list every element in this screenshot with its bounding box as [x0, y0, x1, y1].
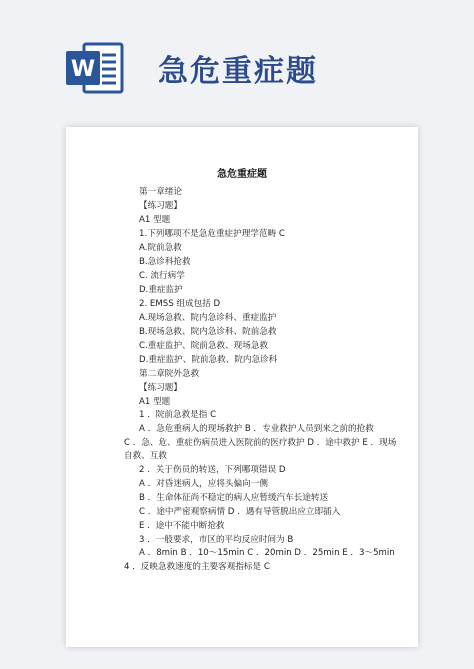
doc-line: D.重症监护、院前急救、院内急诊科 — [139, 355, 278, 365]
doc-line: 【练习题】 — [139, 201, 182, 211]
doc-line: C ．途中严密观察病情 D ．遇有导管脱出应立即插入 — [139, 507, 341, 517]
doc-line: A1 型题 — [139, 397, 171, 407]
doc-line: B.急诊科抢救 — [139, 257, 191, 267]
document-page — [66, 127, 418, 647]
doc-line: B ．生命体征尚不稳定的病人应暂缓汽车长途转送 — [139, 493, 329, 503]
header-banner — [0, 0, 474, 110]
doc-line: 第一章绪论 — [139, 187, 182, 197]
doc-line: 4 ．反映急救速度的主要客观指标是 C — [124, 562, 270, 572]
doc-line: 2. EMSS 组成包括 D — [139, 299, 221, 309]
doc-line: E ．途中不能中断抢救 — [139, 521, 225, 531]
doc-line: A ．急危重病人的现场救护 B ．专业救护人员到来之前的抢救 — [139, 424, 374, 434]
doc-line: D.重症监护 — [139, 285, 183, 295]
header-title: 急危重症题 — [158, 54, 318, 89]
word-icon-letter: W — [70, 57, 96, 82]
doc-line: C ．急、危、重症伤病员进入医院前的医疗救护 D ．途中救护 E ．现场 — [124, 438, 397, 448]
doc-line: A.现场急救、院内急诊科、重症监护 — [139, 313, 277, 323]
doc-line: A.院前急救 — [139, 243, 182, 253]
doc-line: A1 型题 — [139, 215, 171, 225]
doc-line: 1.下列哪项不是急危重症护理学范畴 C — [139, 229, 285, 239]
doc-line: C. 流行病学 — [139, 271, 185, 281]
word-document-icon — [64, 41, 128, 95]
doc-line: A ．对昏迷病人，应将头偏向一侧 — [139, 479, 268, 489]
doc-line: 2 ．关于伤员的转送，下列哪项错误 D — [139, 465, 286, 475]
doc-line: 1 ．院前急救是指 C — [139, 410, 217, 420]
document-title: 急危重症题 — [217, 169, 267, 180]
doc-line: 自救、互救 — [124, 451, 167, 461]
doc-line: A ．8min B ．10～15min C ．20min D ．25min E ．3～5min — [139, 548, 395, 558]
doc-line: 3 ．一般要求，市区的平均反应时间为 B — [139, 535, 294, 545]
doc-line: 【练习题】 — [139, 383, 182, 393]
doc-line: C.重症监护、院前急救、现场急救 — [139, 341, 269, 351]
doc-line: 第二章院外急救 — [139, 369, 200, 379]
doc-line: B.现场急救、院内急诊科、院前急救 — [139, 327, 277, 337]
